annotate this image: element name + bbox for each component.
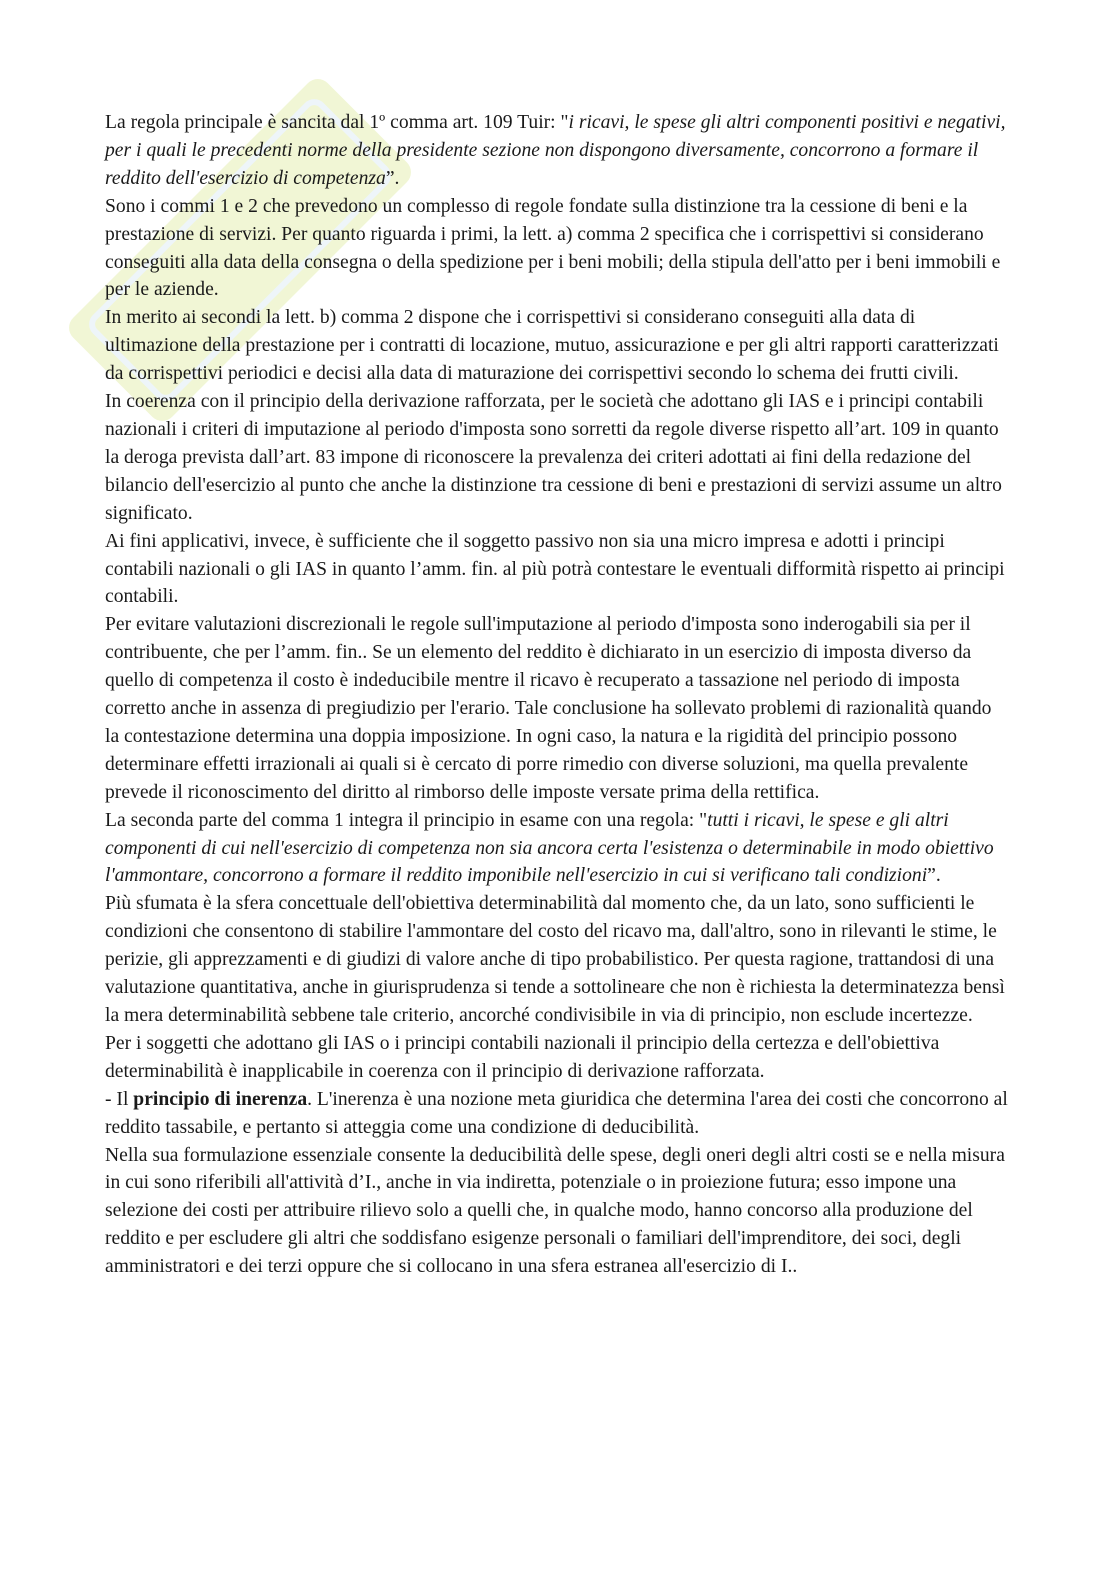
paragraph-lead: La seconda parte del comma 1 integra il principio in esame con una regola: " [105,809,708,831]
paragraph-tail: ”. [385,167,400,189]
paragraph-ias: Per i soggetti che adottano gli IAS o i principi contabili nazionali il principio della certezza e dell'obiettiva determinabilità è inapplicabile in coerenza con il principio di derivazione rafforzata. [105,1032,940,1082]
list-dash: - Il [105,1088,134,1110]
quote-art-109: i ricavi, le spese gli altri componenti positivi e negativi, per i quali le precedenti norme della presidente sezione non dispongono diversamente, concorrono a formare il reddito dell'esercizio di competenza [105,112,1006,189]
paragraph-rest: . L'inerenza è una nozione meta giuridica che determina l'area dei costi che concorrono al reddito tassabile, e pertanto si atteggia come una condizione di deducibilità. [105,1088,1008,1138]
paragraph-inerenza [105,1086,1010,1142]
document-body [105,109,1010,1281]
paragraph-valutazioni: Per evitare valutazioni discrezionali le regole sull'imputazione al periodo d'imposta sono inderogabili sia per il contribuente, che per l’amm. fin.. Se un elemento del reddito è dichiarato in un esercizio di imposta diverso da quello di competenza il costo è indeducibile mentre il ricavo è recuperato a tassazione nel periodo di imposta corretto anche in assenza di pregiudizio per l'erario. Tale conclusione ha sollevato problemi di razionalità quando la contestazione determina una doppia imposizione. In ogni caso, la natura e la rigidità del principio possono determinare effetti irrazionali ai quali si è cercato di porre rimedio con diverse soluzioni, ma quella prevalente prevede il riconoscimento del diritto al rimborso delle imposte versate prima della rettifica. [105,614,992,803]
paragraph-commi: Sono i commi 1 e 2 che prevedono un complesso di regole fondate sulla distinzione tra la cessione di beni e la prestazione di servizi. Per quanto riguarda i primi, la lett. a) comma 2 specifica che i corrispettivi si considerano conseguiti alla data della consegna o della spedizione per i beni mobili; della stipula dell'atto per i beni immobili e per le aziende. [105,195,1001,301]
paragraph-tail: ”. [927,865,941,887]
paragraph-art-109 [105,109,1010,193]
paragraph-determinabilita: Più sfumata è la sfera concettuale dell'obiettiva determinabilità dal momento che, da un lato, sono sufficienti le condizioni che consentono di stabilire l'ammontare del costo del ricavo ma, dall'altro, sono in rilevanti le stime, le perizie, gli apprezzamenti e di giudizi di valore anche di tipo probabilistico. Per questa ragione, trattandosi di una valutazione quantitativa, anche in giurisprudenza si tende a sottolineare che non è richiesta la determinatezza bensì la mera determinabilità sebbene tale criterio, ancorché condivisibile in via di principio, non esclude incertezze. [105,893,1005,1026]
term-principio-inerenza: principio di inerenza [133,1088,308,1110]
quote-comma-1: tutti i ricavi, le spese e gli altri componenti di cui nell'esercizio di competenza non sia ancora certa l'esistenza o determinabile in modo obiettivo l'ammontare, concorrono a formare il reddito imponibile nell'esercizio in cui si verificano tali condizioni [105,809,994,887]
paragraph-seconda-parte [105,807,1010,891]
paragraph-derivazione: In coerenza con il principio della derivazione rafforzata, per le società che adottano gli IAS e i principi contabili nazionali i criteri di imputazione al periodo d'imposta sono sorretti da regole diverse rispetto all’art. 109 in quanto la deroga prevista dall’art. 83 impone di riconoscere la prevalenza dei criteri adottati ai fini della redazione del bilancio dell'esercizio al punto che anche la distinzione tra cessione di beni e prestazioni di servizi assume un altro significato. [105,391,1002,524]
paragraph-lead: La regola principale è sancita dal 1º comma art. 109 Tuir: " [105,112,569,133]
paragraph-formulazione: Nella sua formulazione essenziale consente la deducibilità delle spese, degli oneri degli altri costi se e nella misura in cui sono riferibili all'attività d’I., anche in via indiretta, potenziale o in proiezione futura; esso impone una selezione dei costi per attribuire rilievo solo a quelli che, in qualche modo, hanno concorso alla produzione del reddito e per escludere gli altri che soddisfano esigenze personali o familiari dell'imprenditore, dei soci, degli amministratori e dei terzi oppure che si collocano in una sfera estranea all'esercizio di I.. [105,1144,1005,1278]
paragraph-lett-b: In merito ai secondi la lett. b) comma 2 dispone che i corrispettivi si considerano conseguiti alla data di ultimazione della prestazione per i contratti di locazione, mutuo, assicurazione e per gli altri rapporti caratterizzati da corrispettivi periodici e decisi alla data di maturazione dei corrispettivi secondo lo schema dei frutti civili. [105,307,999,385]
paragraph-fini-applicativi: Ai fini applicativi, invece, è sufficiente che il soggetto passivo non sia una micro impresa e adotti i principi contabili nazionali o gli IAS in quanto l’amm. fin. al più potrà contestare le eventuali difformità rispetto ai principi contabili. [105,530,1005,608]
